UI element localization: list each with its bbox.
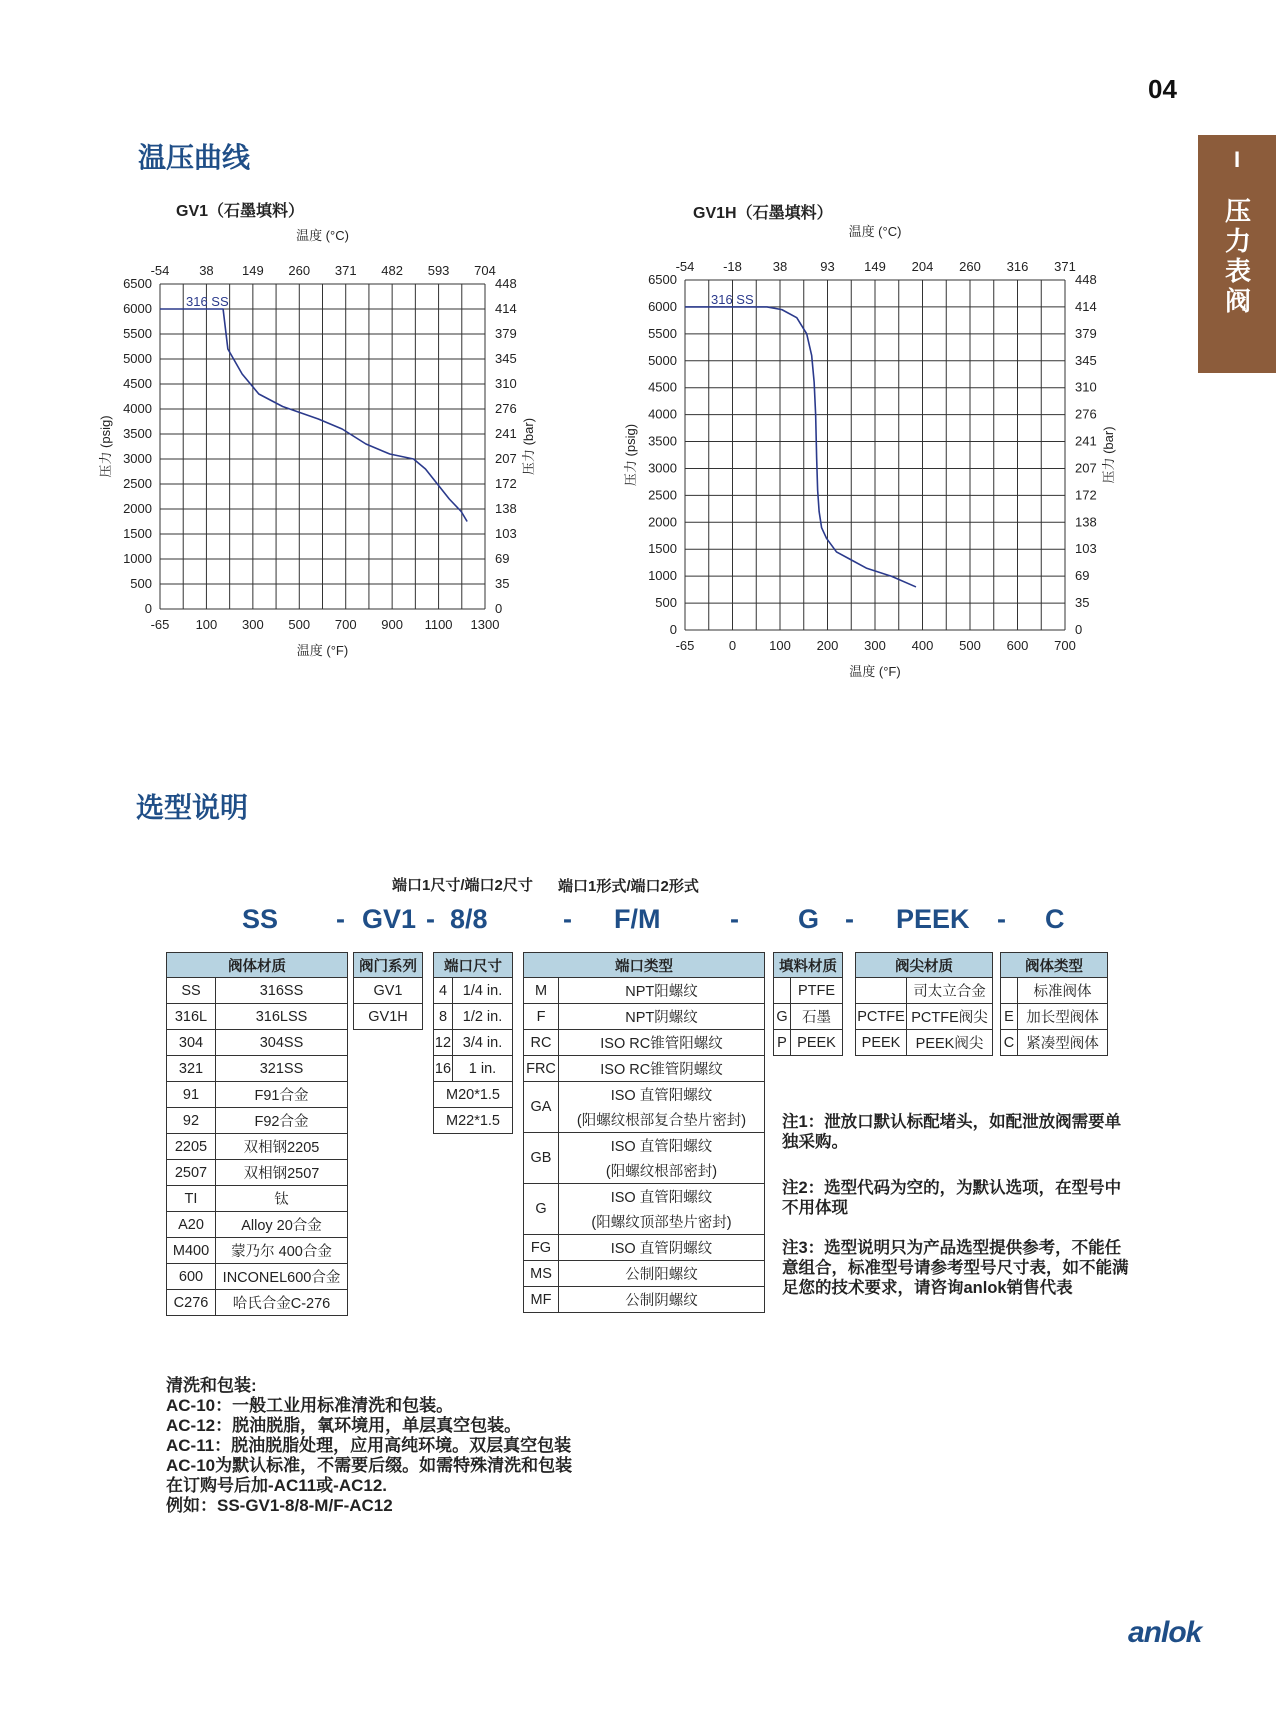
table-row: G 石墨 [774,1004,843,1030]
top-tick-label: 704 [474,263,496,278]
code-dash: - [426,904,435,934]
y-axis-label: 压力 (psig) [98,415,113,478]
top-tick-label: 38 [199,263,214,278]
y-tick-label: 6500 [123,276,152,291]
table-series [353,952,423,1030]
x-tick-label: 300 [242,617,264,632]
right-tick-label: 448 [1075,272,1097,287]
y-tick-label: 1000 [648,568,677,584]
table-row: M22*1.5 [434,1108,513,1134]
table-row: 16 1 in. [434,1056,513,1082]
code-material: SS [242,904,279,934]
right-tick-label: 138 [495,501,517,516]
side-tab-roman: I [1233,147,1241,172]
note-2: 注2：选型代码为空的，为默认选项，在型号中不用体现 [782,1179,1122,1217]
table-row: 316L 316LSS [167,1004,348,1030]
cleaning-line: 清洗和包装: [166,1376,257,1395]
page-number: 04 [1148,74,1177,104]
y-tick-label: 6500 [648,272,677,287]
table-row: PEEK PEEK阀尖 [856,1030,993,1056]
code-dash: - [563,904,572,934]
x-tick-label: 100 [769,638,791,653]
table-row: MF 公制阴螺纹 [524,1287,765,1313]
right-tick-label: 310 [495,376,517,391]
x-tick-label: -65 [150,617,170,632]
cleaning-line: 例如：SS-GV1-8/8-M/F-AC12 [166,1496,393,1515]
y-tick-label: 500 [130,576,152,591]
y-tick-label: 4500 [648,379,677,395]
right-tick-label: 69 [1075,568,1090,584]
table-row: C 紧凑型阀体 [1001,1030,1108,1056]
table-row: 2205 双相钢2205 [167,1134,348,1160]
y-tick-label: 2500 [648,487,677,503]
cleaning-line: AC-10为默认标准，不需要后缀。如需特殊清洗和包装 [166,1456,573,1475]
x-tick-label: 900 [381,617,403,632]
top-tick-label: 316 [1006,259,1029,274]
x-tick-label: 700 [334,617,357,632]
x-axis-label: 温度 (°F) [296,643,349,658]
y-tick-label: 0 [669,622,677,637]
cleaning-line: AC-12：脱油脱脂，氧环境用，单层真空包装。 [166,1416,522,1435]
top-tick-label: 482 [381,263,403,278]
series-label: 316 SS [186,294,229,309]
right-tick-label: 207 [495,451,517,466]
x-tick-label: 0 [728,638,737,653]
x-tick-label: 200 [816,638,839,653]
top-tick-label: -54 [150,263,170,278]
side-tab-label: 压力表阀 [1221,197,1252,317]
code-label-type: 端口1形式/端口2形式 [558,878,699,895]
y-tick-label: 5500 [648,325,677,341]
top-axis-label: 温度 (°C) [296,228,349,243]
top-axis-label: 温度 (°C) [848,224,902,239]
section-title-curves: 温压曲线 [138,142,251,173]
table-row: (阳螺纹根部复合垫片密封) [524,1107,765,1133]
y-tick-label: 5000 [648,352,677,368]
table-row: GB ISO 直管阳螺纹 [524,1133,765,1159]
table-row: PCTFE PCTFE阀尖 [856,1004,993,1030]
top-tick-label: -18 [723,259,742,274]
table-row: 91 F91合金 [167,1082,348,1108]
table-tip [855,952,993,1056]
right-tick-label: 414 [1075,298,1097,314]
y-tick-label: 4000 [123,401,152,416]
top-tick-label: 204 [911,259,934,274]
series-line [685,307,916,587]
table-row: FRC ISO RC锥管阴螺纹 [524,1056,765,1082]
y-tick-label: 1000 [123,551,152,566]
table-row: 2507 双相钢2507 [167,1160,348,1186]
right-tick-label: 103 [1075,541,1097,557]
x-tick-label: 1100 [424,617,453,632]
x-tick-label: 1300 [470,617,500,632]
y-tick-label: 1500 [648,541,677,557]
top-tick-label: 260 [959,259,981,274]
right-tick-label: 379 [495,326,517,341]
table-row: 321 321SS [167,1056,348,1082]
right-tick-label: 241 [495,426,517,441]
code-size: 8/8 [450,904,488,934]
y-tick-label: 5500 [123,326,152,341]
table-row: (阳螺纹根部密封) [524,1158,765,1184]
table-row: M400 蒙乃尔 400合金 [167,1238,348,1264]
code-dash: - [730,904,739,934]
top-tick-label: 371 [1054,259,1076,274]
table-row: C276 哈氏合金C-276 [167,1290,348,1316]
top-tick-label: 38 [772,259,788,274]
code-body: C [1045,904,1065,934]
top-tick-label: 593 [427,263,450,278]
right-axis-label: 压力 (bar) [521,417,536,476]
y-axis-label: 压力 (psig) [623,423,638,487]
table-row: E 加长型阀体 [1001,1004,1108,1030]
right-tick-label: 207 [1075,460,1097,476]
table-header: 填料材质 [774,953,843,978]
table-header: 端口类型 [524,953,765,978]
code-dash: - [336,904,345,934]
y-tick-label: 2000 [123,501,152,516]
table-row: TI 钛 [167,1186,348,1212]
table-row: A20 Alloy 20合金 [167,1212,348,1238]
table-row: (阳螺纹顶部垫片密封) [524,1209,765,1235]
right-tick-label: 0 [1075,622,1083,637]
top-tick-label: 371 [334,263,357,278]
table-row: GA ISO 直管阳螺纹 [524,1082,765,1108]
x-tick-label: 500 [288,617,311,632]
right-tick-label: 35 [495,576,510,591]
table-header: 阀门系列 [354,953,423,978]
x-tick-label: 100 [195,617,218,632]
top-tick-label: 93 [820,259,835,274]
chart-gv1 [98,228,580,728]
top-tick-label: -54 [675,259,695,274]
table-row: F NPT阴螺纹 [524,1004,765,1030]
table-row: 12 3/4 in. [434,1030,513,1056]
table-port [523,952,765,1313]
table-row: 92 F92合金 [167,1108,348,1134]
brand-logo: anlok [1128,1616,1202,1649]
y-tick-label: 2000 [648,514,677,530]
table-row: 304 304SS [167,1030,348,1056]
y-tick-label: 4000 [648,406,677,422]
chart-gv1h [610,224,1180,736]
y-tick-label: 2500 [123,476,152,491]
right-tick-label: 241 [1075,433,1097,449]
table-header: 端口尺寸 [434,953,513,978]
table-row: M NPT阳螺纹 [524,978,765,1004]
x-axis-label: 温度 (°F) [849,664,901,679]
code-packing: G [798,904,820,934]
x-tick-label: -65 [675,638,695,653]
right-tick-label: 172 [495,476,517,491]
table-row: MS 公制阳螺纹 [524,1261,765,1287]
right-tick-label: 69 [495,551,510,566]
table-row: P PEEK [774,1030,843,1056]
code-port: F/M [614,904,661,934]
table-row: RC ISO RC锥管阳螺纹 [524,1030,765,1056]
x-tick-label: 600 [1006,638,1029,653]
y-tick-label: 1500 [123,526,152,541]
cleaning-line: AC-10：一般工业用标准清洗和包装。 [166,1396,454,1415]
x-tick-label: 300 [864,638,886,653]
top-tick-label: 149 [242,263,264,278]
right-tick-label: 448 [495,276,517,291]
right-tick-label: 172 [1075,487,1097,503]
y-tick-label: 5000 [123,351,152,366]
code-dash: - [845,904,854,934]
table-row: G ISO 直管阳螺纹 [524,1184,765,1210]
y-tick-label: 6000 [648,298,677,314]
right-tick-label: 345 [495,351,517,366]
table-row: 8 1/2 in. [434,1004,513,1030]
right-axis-label: 压力 (bar) [1101,426,1116,484]
code-series: GV1 [362,904,417,934]
y-tick-label: 0 [144,601,152,616]
table-body-type [1000,952,1108,1056]
right-tick-label: 414 [495,301,517,316]
cleaning-line: 在订购号后加-AC11或-AC12. [166,1476,388,1495]
table-row: GV1H [354,1004,423,1030]
note-3: 注3：选型说明只为产品选型提供参考，不能任意组合，标准型号请参考型号尺寸表，如不能满足您的技术要求，请咨询anlok销售代表 [782,1239,1129,1297]
chart1-title: GV1（石墨填料） [176,203,305,220]
code-label-size: 端口1尺寸/端口2尺寸 [392,877,533,894]
y-tick-label: 3000 [123,451,152,466]
right-tick-label: 345 [1075,352,1097,368]
table-header: 阀尖材质 [856,953,993,978]
x-tick-label: 400 [911,638,934,653]
table-row: 司太立合金 [856,978,993,1004]
series-label: 316 SS [711,291,754,307]
section-title-selection: 选型说明 [136,792,249,823]
code-tip: PEEK [896,904,970,934]
y-tick-label: 4500 [123,376,152,391]
right-tick-label: 138 [1075,514,1097,530]
table-header: 阀体类型 [1001,953,1108,978]
code-dash: - [997,904,1006,934]
top-tick-label: 149 [864,259,886,274]
table-row: 4 1/4 in. [434,978,513,1004]
right-tick-label: 103 [495,526,517,541]
y-tick-label: 500 [655,595,677,611]
table-row: SS 316SS [167,978,348,1004]
y-tick-label: 3500 [123,426,152,441]
table-row: FG ISO 直管阴螺纹 [524,1235,765,1261]
right-tick-label: 35 [1075,595,1090,611]
chart2-title: GV1H（石墨填料） [693,205,833,222]
top-tick-label: 260 [288,263,311,278]
side-tab [1198,135,1276,373]
cleaning-line: AC-11：脱油脱脂处理，应用高纯环境。双层真空包装 [166,1436,572,1455]
right-tick-label: 0 [495,601,503,616]
x-tick-label: 500 [959,638,981,653]
y-tick-label: 6000 [123,301,152,316]
cleaning-block [166,1376,572,1516]
table-header: 阀体材质 [167,953,348,978]
table-packing [773,952,843,1056]
right-tick-label: 379 [1075,325,1097,341]
x-tick-label: 700 [1054,638,1076,653]
table-row: 标准阀体 [1001,978,1108,1004]
table-row: M20*1.5 [434,1082,513,1108]
table-row: PTFE [774,978,843,1004]
table-size [433,952,513,1134]
y-tick-label: 3000 [648,460,677,476]
right-tick-label: 276 [495,401,517,416]
table-row: 600 INCONEL600合金 [167,1264,348,1290]
y-tick-label: 3500 [648,433,677,449]
table-material [166,952,348,1316]
table-row: GV1 [354,978,423,1004]
right-tick-label: 310 [1075,379,1097,395]
note-1: 注1：泄放口默认标配堵头，如配泄放阀需要单独采购。 [782,1113,1122,1151]
right-tick-label: 276 [1075,406,1097,422]
